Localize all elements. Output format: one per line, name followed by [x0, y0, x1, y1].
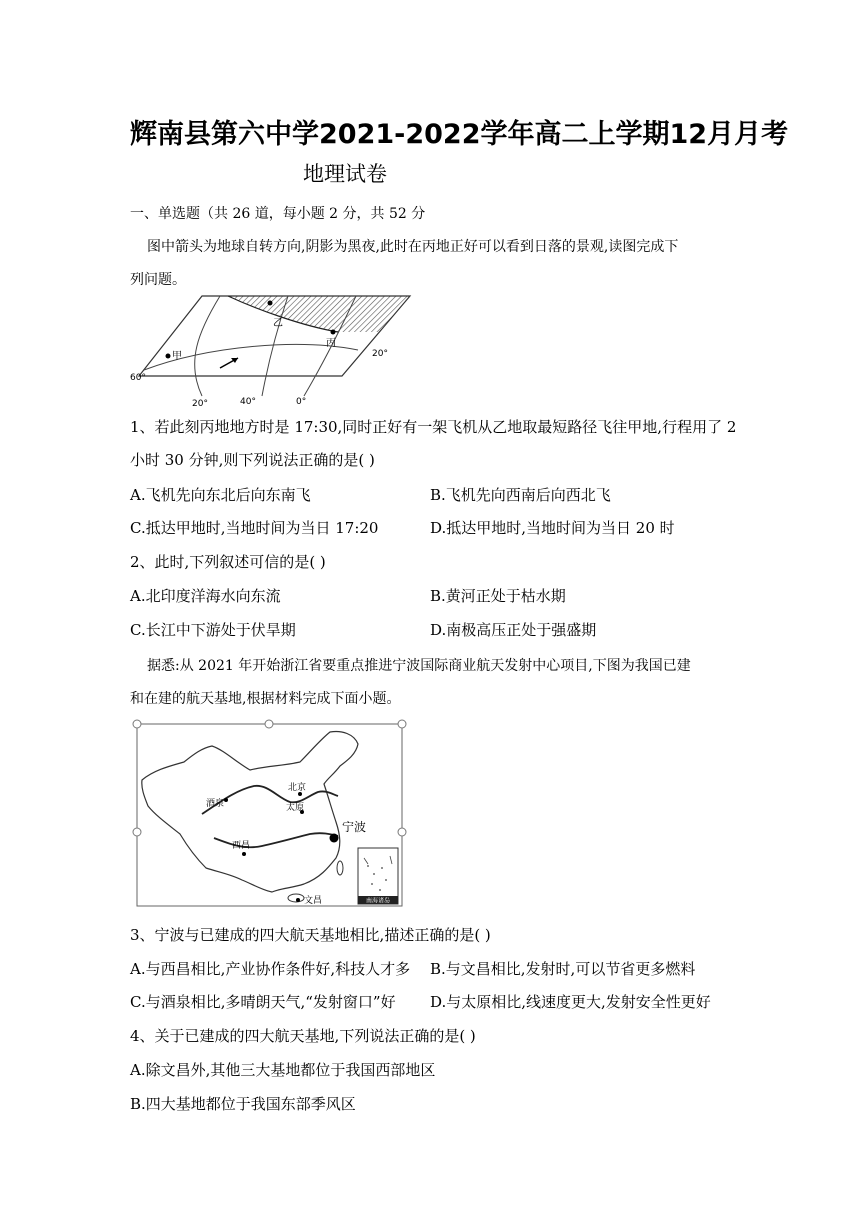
- map-frame: [137, 724, 402, 906]
- city-jiuquan: 酒泉: [206, 799, 225, 809]
- label-jia: 甲: [172, 351, 182, 362]
- q4-option-b: B.四大基地都位于我国东部季风区: [130, 1095, 356, 1113]
- intro1-line2: 列问题。: [130, 272, 186, 288]
- page-subtitle: 地理试卷: [303, 162, 387, 186]
- q3-stem: 3、宁波与已建成的四大航天基地相比,描述正确的是( ): [130, 926, 491, 944]
- earth-rotation-figure: [128, 292, 412, 410]
- q3-option-b: B.与文昌相比,发射时,可以节省更多燃料: [430, 960, 696, 978]
- city-jiuquan-dot: [224, 798, 228, 802]
- q2-stem: 2、此时,下列叙述可信的是( ): [130, 553, 326, 571]
- city-xichang: 西昌: [232, 841, 251, 851]
- q1-option-c: C.抵达甲地时,当地时间为当日 17:20: [130, 519, 379, 537]
- point-yi: [268, 301, 273, 306]
- q2-option-a: A.北印度洋海水向东流: [130, 587, 281, 605]
- intro2-line1: 据悉:从 2021 年开始浙江省要重点推进宁波国际商业航天发射中心项目,下图为我国已建: [147, 658, 691, 674]
- q1-option-d: D.抵达甲地时,当地时间为当日 20 时: [430, 519, 675, 537]
- q2-option-c: C.长江中下游处于伏旱期: [130, 621, 296, 639]
- night-shading: [228, 296, 410, 332]
- q2-option-b: B.黄河正处于枯水期: [430, 587, 566, 605]
- city-xichang-dot: [242, 852, 246, 856]
- q2-option-d: D.南极高压正处于强盛期: [430, 621, 597, 639]
- q3-option-c: C.与酒泉相比,多晴朗天气,“发射窗口”好: [130, 993, 396, 1011]
- label-bing: 丙: [326, 338, 336, 349]
- city-ningbo: 宁波: [342, 820, 367, 834]
- city-wenchang: 文昌: [304, 896, 323, 906]
- label-lon0: 0°: [296, 397, 307, 407]
- label-yi: 乙: [273, 318, 283, 329]
- page-title: 辉南县第六中学2021-2022学年高二上学期12月月考: [130, 119, 789, 150]
- hainan-island: [288, 894, 304, 902]
- q3-option-a: A.与西昌相比,产业协作条件好,科技人才多: [130, 960, 411, 978]
- q1-option-a: A.飞机先向东北后向东南飞: [130, 486, 311, 504]
- meridian-20: [195, 296, 220, 396]
- inset-label: 南海诸岛: [365, 897, 391, 905]
- point-bing: [331, 330, 336, 335]
- city-beijing: 北京: [288, 783, 307, 793]
- label-lon20: 20°: [192, 399, 208, 409]
- q1-stem-line1: 1、若此刻丙地地方时是 17:30,同时正好有一架飞机从乙地取最短路径飞往甲地,行程用了 2: [130, 418, 737, 436]
- city-ningbo-dot: [330, 834, 339, 843]
- china-space-bases-map: [132, 718, 408, 912]
- label-lat20: 20°: [372, 349, 388, 359]
- south-china-sea-inset: [358, 848, 398, 904]
- city-wenchang-dot: [296, 898, 300, 902]
- taiwan-island: [337, 861, 343, 875]
- q1-stem-line2: 小时 30 分钟,则下列说法正确的是( ): [130, 451, 375, 469]
- q4-stem: 4、关于已建成的四大航天基地,下列说法正确的是( ): [130, 1027, 476, 1045]
- q1-option-b: B.飞机先向西南后向西北飞: [430, 486, 611, 504]
- inset-islands: [367, 865, 387, 891]
- q3-option-d: D.与太原相比,线速度更大,发射安全性更好: [430, 993, 711, 1011]
- intro2-line2: 和在建的航天基地,根据材料完成下面小题。: [130, 691, 401, 707]
- intro1-line1: 图中箭头为地球自转方向,阴影为黑夜,此时在丙地正好可以看到日落的景观,读图完成下: [147, 239, 679, 255]
- city-taiyuan: 太原: [286, 803, 305, 813]
- point-jia: [166, 354, 171, 359]
- selection-handles: [133, 720, 406, 836]
- china-outline: [142, 732, 358, 893]
- section-heading: 一、单选题（共 26 道，每小题 2 分，共 52 分: [130, 206, 426, 222]
- inset-boundary: [364, 856, 392, 864]
- label-lon40: 40°: [240, 397, 256, 407]
- q4-option-a: A.除文昌外,其他三大基地都位于我国西部地区: [130, 1061, 436, 1079]
- label-lat60: 60°: [130, 373, 146, 383]
